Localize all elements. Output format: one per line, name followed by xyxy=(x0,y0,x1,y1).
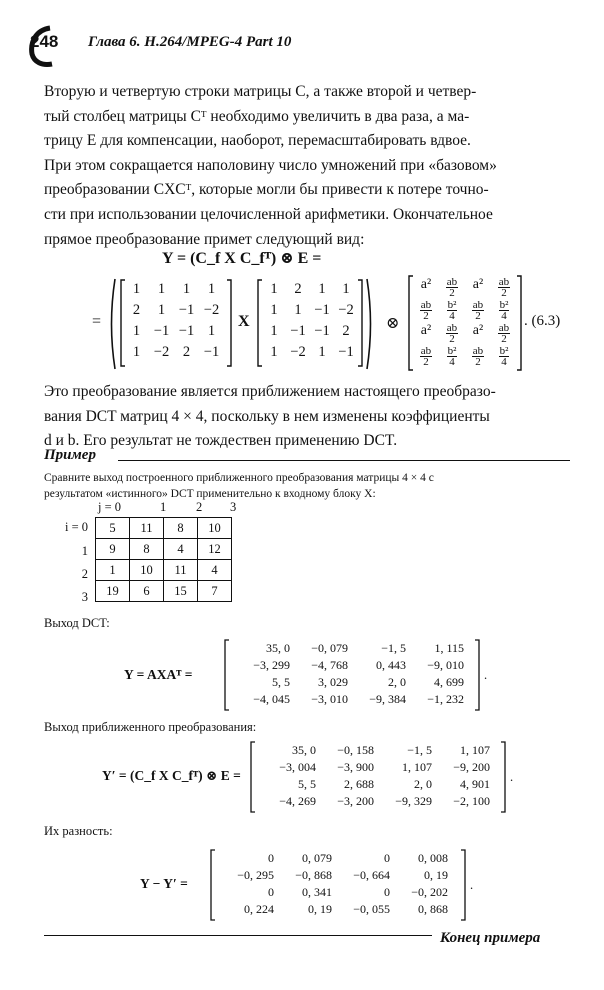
table-row xyxy=(96,560,232,581)
matrix-cell: 0, 341 xyxy=(302,885,332,899)
matrix-cell: 2 xyxy=(132,302,141,318)
matrix-cell: $\frac{\text{b²}}{4}$ xyxy=(499,345,509,368)
table-cell: 6 xyxy=(130,581,164,602)
table-cell: 9 xyxy=(96,539,130,560)
table-cell: 8 xyxy=(164,518,198,539)
matrix-cell: −1 xyxy=(178,323,195,339)
matrix-cell: −1, 232 xyxy=(427,692,464,706)
matrix-x-label: X xyxy=(238,313,250,330)
matrix-cell: 0, 19 xyxy=(424,868,448,882)
matrix-cell: 0 xyxy=(384,851,390,865)
matrix-cell: 1 xyxy=(270,281,278,297)
matrix-cell: $\frac{\text{b²}}{4}$ xyxy=(447,299,457,322)
matrix-cell: −9, 200 xyxy=(453,760,490,774)
matrix-cell: −2 xyxy=(338,302,354,318)
difference-label: Их разность: xyxy=(44,824,113,838)
text-line: Сравните выход построенного приближенного преобразования матрицы 4 × 4 с xyxy=(44,472,434,484)
matrix-cell: 1 xyxy=(318,281,326,297)
matrix-cell: $\frac{ab}{2}$ xyxy=(472,299,484,322)
matrix-cell: a² xyxy=(472,277,484,292)
row-header: 1 xyxy=(81,544,88,558)
matrix-cell: −0, 079 xyxy=(311,641,348,655)
matrix-cell: −1 xyxy=(314,323,330,339)
matrix-cell: $\frac{ab}{2}$ xyxy=(446,322,458,345)
right-paren xyxy=(366,278,374,370)
matrix-cell: 1, 107 xyxy=(460,743,490,757)
matrix-cell: 35, 0 xyxy=(266,641,290,655)
bracket-right xyxy=(500,742,506,812)
matrix-cell: −1 xyxy=(178,302,195,318)
table-cell: 4 xyxy=(198,560,232,581)
table-cell: 19 xyxy=(96,581,130,602)
matrix-cell: 1 xyxy=(342,281,350,297)
matrix-cell: −9, 329 xyxy=(395,794,432,808)
matrix-cell: 1 xyxy=(132,323,141,339)
matrix-cell: 2 xyxy=(294,281,302,297)
matrix-cell: −0, 868 xyxy=(295,868,332,882)
matrix-cell: $\frac{ab}{2}$ xyxy=(472,345,484,368)
matrix-cell: 5, 5 xyxy=(298,777,316,791)
table-row xyxy=(96,581,232,602)
table-cell: 10 xyxy=(130,560,164,581)
matrix-cell: 1 xyxy=(294,302,302,318)
text-line: сти при использовании целочисленной арифметики. Окончательное xyxy=(44,205,493,223)
matrix-cell: −9, 010 xyxy=(427,658,464,672)
matrix-cell: 1, 115 xyxy=(434,641,464,655)
matrix-cell: −3, 004 xyxy=(279,760,316,774)
matrix-cell: −4, 269 xyxy=(279,794,316,808)
matrix-cell: −0, 202 xyxy=(411,885,448,899)
period: . xyxy=(484,668,488,682)
difference-equation: Y − Y′ = xyxy=(140,876,188,891)
matrix-cell: 1 xyxy=(318,344,326,360)
matrix-cell: −0, 158 xyxy=(337,743,374,757)
matrix-cell: −4, 045 xyxy=(253,692,290,706)
matrix-cell: 0, 443 xyxy=(376,658,406,672)
matrix-cell: 1 xyxy=(270,323,278,339)
bracket-right xyxy=(474,640,480,710)
matrix-cell: −3, 299 xyxy=(253,658,290,672)
matrix-cell: $\frac{ab}{2}$ xyxy=(498,322,510,345)
matrix-cell: $\frac{ab}{2}$ xyxy=(446,276,458,299)
matrix-cell: 0, 008 xyxy=(418,851,448,865)
matrix-cell: 2 xyxy=(342,323,350,339)
matrix-cell: 0 xyxy=(268,851,274,865)
approx-equation: Y′ = (C_f X C_fᵀ) ⊗ E = xyxy=(102,768,241,783)
matrix-cell: −2 xyxy=(203,302,220,318)
matrix-cell: −3, 200 xyxy=(337,794,374,808)
approx-output-label: Выход приближенного преобразования: xyxy=(44,720,257,734)
matrix-cell: $\frac{ab}{2}$ xyxy=(498,276,510,299)
text-line: тый столбец матрицы Cᵀ необходимо увеличить в два раза, а ма- xyxy=(44,107,470,125)
row-header: 3 xyxy=(81,590,88,604)
matrix-cell: −1 xyxy=(338,344,354,360)
column-header: j = 0 xyxy=(98,500,122,514)
matrix-cell: 5, 5 xyxy=(272,675,290,689)
matrix-cell: 2, 0 xyxy=(388,675,406,689)
column-header: 3 xyxy=(230,500,237,514)
table-cell: 15 xyxy=(164,581,198,602)
matrix-cell: −2 xyxy=(290,344,306,360)
matrix-cell: −9, 384 xyxy=(369,692,406,706)
matrix-cell: −0, 295 xyxy=(237,868,274,882)
table-cell: 12 xyxy=(198,539,232,560)
matrix-cell: 1 xyxy=(132,344,141,360)
matrix-cell: −1, 5 xyxy=(407,743,432,757)
input-block-table xyxy=(95,517,232,602)
dct-output-label: Выход DCT: xyxy=(44,616,110,630)
text-line: Вторую и четвертую строки матрицы C, а также второй и четвер- xyxy=(44,83,477,100)
matrix-cell: 2 xyxy=(182,344,191,360)
column-header: 1 xyxy=(160,500,167,514)
matrix-cell: 1 xyxy=(207,281,216,297)
matrix-cell: 3, 029 xyxy=(318,675,348,689)
equation-number: . (6.3) xyxy=(524,313,561,329)
table-cell: 11 xyxy=(130,518,164,539)
example-rule xyxy=(118,460,570,461)
text-line: трицу E для компенсации, наоборот, перемасштабировать вдвое. xyxy=(44,132,471,150)
end-of-example-label: Конец примера xyxy=(440,930,541,946)
page-number: 248 xyxy=(30,32,59,51)
equals-sign: = xyxy=(92,313,102,330)
body-paragraph-2 xyxy=(44,380,570,454)
matrix-cell: −3, 900 xyxy=(337,760,374,774)
matrix-cell: a² xyxy=(420,323,432,338)
text-line: результатом «истинного» DCT применительно к входному блоку X: xyxy=(44,488,376,500)
matrix-cell: −1 xyxy=(153,323,170,339)
matrix-cell: 2, 0 xyxy=(414,777,432,791)
matrix-cell: a² xyxy=(420,277,432,292)
matrix-cell: 1 xyxy=(157,281,166,297)
matrix-cell: −1 xyxy=(314,302,330,318)
matrix-cell: 1 xyxy=(132,281,141,297)
matrix-cell: 1 xyxy=(207,323,216,339)
period: . xyxy=(470,878,474,892)
matrix-cell: 1 xyxy=(270,302,278,318)
column-header: 2 xyxy=(196,500,203,514)
matrix-cell: 1 xyxy=(157,302,166,318)
matrix-cell: −1 xyxy=(203,344,220,360)
matrix-cell: 2, 688 xyxy=(344,777,374,791)
text-line: При этом сокращается наполовину число умножений при «базовом» xyxy=(44,156,497,174)
matrix-cell: −2 xyxy=(153,344,170,360)
matrix-cell: −0, 055 xyxy=(353,902,390,916)
text-line: вания DCT матриц 4 × 4, поскольку в нем изменены коэффициенты xyxy=(44,407,490,425)
dct-equation: Y = AXAᵀ = xyxy=(124,667,193,682)
bracket-right xyxy=(460,850,466,920)
matrix-cell: 0 xyxy=(268,885,274,899)
equation-6-3-top: Y = (C_f X C_fᵀ) ⊗ E = xyxy=(162,250,322,267)
table-cell: 1 xyxy=(96,560,130,581)
table-row xyxy=(96,518,232,539)
text-line: преобразовании CXCᵀ, которые могли бы привести к потере точно- xyxy=(44,181,489,199)
bracket-left xyxy=(250,742,256,812)
matrix-cell: 0, 224 xyxy=(244,902,274,916)
matrix-cell: 0, 079 xyxy=(302,851,332,865)
matrix-cell: −0, 664 xyxy=(353,868,390,882)
matrix-cell: 1 xyxy=(270,344,278,360)
table-row xyxy=(96,539,232,560)
row-header: 2 xyxy=(81,567,88,581)
bracket-left xyxy=(224,640,230,710)
table-cell: 4 xyxy=(164,539,198,560)
example-heading: Пример xyxy=(44,447,96,463)
example-text xyxy=(44,470,570,502)
matrix-cell: $\frac{ab}{2}$ xyxy=(420,345,432,368)
matrix-cell: $\frac{\text{b²}}{4}$ xyxy=(447,345,457,368)
matrix-cell: 1 xyxy=(182,281,191,297)
row-header: i = 0 xyxy=(64,520,88,534)
table-cell: 7 xyxy=(198,581,232,602)
text-line: Это преобразование является приближением настоящего преобразо- xyxy=(44,383,496,400)
body-paragraph-1 xyxy=(44,80,570,252)
matrix-cell: 0, 868 xyxy=(418,902,448,916)
matrix-cell: −1, 5 xyxy=(381,641,406,655)
matrix-cell: 1, 107 xyxy=(402,760,432,774)
table-cell: 5 xyxy=(96,518,130,539)
table-cell: 8 xyxy=(130,539,164,560)
matrix-cell: 35, 0 xyxy=(292,743,316,757)
table-cell: 11 xyxy=(164,560,198,581)
matrix-cell: −2, 100 xyxy=(453,794,490,808)
running-head: Глава 6. H.264/MPEG-4 Part 10 xyxy=(88,34,292,50)
end-rule xyxy=(44,935,432,936)
matrix-cell: $\frac{\text{b²}}{4}$ xyxy=(499,299,509,322)
matrix-cell: −4, 768 xyxy=(311,658,348,672)
hadamard-operator: ⊗ xyxy=(386,315,400,332)
matrix-cell: 0, 19 xyxy=(308,902,332,916)
matrix-cell: −3, 010 xyxy=(311,692,348,706)
text-line: прямое преобразование примет следующий вид: xyxy=(44,230,365,248)
table-cell: 10 xyxy=(198,518,232,539)
period: . xyxy=(510,770,514,784)
left-paren xyxy=(108,278,116,370)
matrix-cell: $\frac{ab}{2}$ xyxy=(420,299,432,322)
matrix-cell: a² xyxy=(472,323,484,338)
text-line: d и b. Его результат не тождествен применению DCT. xyxy=(44,432,398,450)
bracket-right xyxy=(226,280,232,366)
matrix-cell: −1 xyxy=(290,323,306,339)
page-header xyxy=(30,28,570,68)
matrix-cell: 4, 699 xyxy=(434,675,464,689)
matrix-cell: 0 xyxy=(384,885,390,899)
matrix-cell: 4, 901 xyxy=(460,777,490,791)
